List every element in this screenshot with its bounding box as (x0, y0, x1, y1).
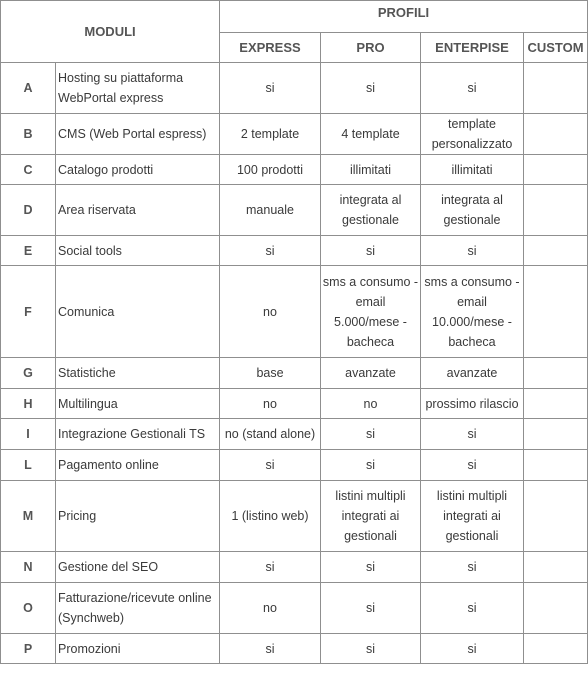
module-name: Area riservata (56, 185, 220, 236)
module-code: O (1, 583, 56, 634)
header-profili: PROFILI (220, 1, 588, 33)
module-code: N (1, 552, 56, 583)
express-value: 1 (listino web) (220, 481, 321, 552)
custom-value (524, 155, 588, 185)
module-name: Pagamento online (56, 450, 220, 481)
express-value: no (220, 389, 321, 419)
enterprise-value: prossimo rilascio (421, 389, 524, 419)
express-value: 2 template (220, 114, 321, 155)
module-code: H (1, 389, 56, 419)
enterprise-value: integrata al gestionale (421, 185, 524, 236)
module-code: A (1, 63, 56, 114)
module-name: Social tools (56, 236, 220, 266)
enterprise-value: si (421, 450, 524, 481)
module-name: Integrazione Gestionali TS (56, 419, 220, 450)
table-row (1, 481, 588, 552)
module-name: Fatturazione/ricevute online (Synchweb) (56, 583, 220, 634)
pro-value: si (321, 583, 421, 634)
table-body (1, 63, 588, 664)
pro-value: no (321, 389, 421, 419)
custom-value (524, 358, 588, 389)
module-name: Statistiche (56, 358, 220, 389)
module-code: B (1, 114, 56, 155)
express-value: no (220, 583, 321, 634)
custom-value (524, 419, 588, 450)
table-row (1, 450, 588, 481)
column-header-express: EXPRESS (220, 33, 321, 63)
custom-value (524, 185, 588, 236)
express-value: si (220, 634, 321, 664)
module-code: L (1, 450, 56, 481)
custom-value (524, 114, 588, 155)
express-value: 100 prodotti (220, 155, 321, 185)
custom-value (524, 552, 588, 583)
module-name: Gestione del SEO (56, 552, 220, 583)
pro-value: si (321, 419, 421, 450)
enterprise-value: template personalizzato (421, 114, 524, 155)
module-name: Promozioni (56, 634, 220, 664)
enterprise-value: sms a consumo - email 10.000/mese - bacheca (421, 266, 524, 358)
module-code: M (1, 481, 56, 552)
express-value: no (220, 266, 321, 358)
module-code: E (1, 236, 56, 266)
module-name: Catalogo prodotti (56, 155, 220, 185)
column-header-pro: PRO (321, 33, 421, 63)
module-name: Pricing (56, 481, 220, 552)
table-row (1, 634, 588, 664)
express-value: manuale (220, 185, 321, 236)
custom-value (524, 450, 588, 481)
table-row (1, 583, 588, 634)
custom-value (524, 583, 588, 634)
pro-value: 4 template (321, 114, 421, 155)
custom-value (524, 266, 588, 358)
enterprise-value: illimitati (421, 155, 524, 185)
pro-value: si (321, 450, 421, 481)
column-header-custom: CUSTOM (524, 33, 588, 63)
custom-value (524, 236, 588, 266)
table-row (1, 236, 588, 266)
column-header-enterprise: ENTERPISE (421, 33, 524, 63)
custom-value (524, 63, 588, 114)
pro-value: si (321, 634, 421, 664)
express-value: si (220, 552, 321, 583)
express-value: si (220, 63, 321, 114)
pro-value: integrata al gestionale (321, 185, 421, 236)
custom-value (524, 481, 588, 552)
module-code: C (1, 155, 56, 185)
module-code: F (1, 266, 56, 358)
module-code: P (1, 634, 56, 664)
enterprise-value: si (421, 419, 524, 450)
module-name: Multilingua (56, 389, 220, 419)
table-row (1, 155, 588, 185)
table-row (1, 358, 588, 389)
module-name: Comunica (56, 266, 220, 358)
table-row (1, 114, 588, 155)
express-value: si (220, 236, 321, 266)
table-row (1, 266, 588, 358)
pro-value: si (321, 552, 421, 583)
header-moduli: MODULI (1, 1, 220, 63)
custom-value (524, 389, 588, 419)
table-row (1, 552, 588, 583)
table-row (1, 185, 588, 236)
express-value: si (220, 450, 321, 481)
enterprise-value: si (421, 552, 524, 583)
enterprise-value: si (421, 63, 524, 114)
pro-value: illimitati (321, 155, 421, 185)
express-value: base (220, 358, 321, 389)
enterprise-value: si (421, 634, 524, 664)
pro-value: listini multipli integrati ai gestionali (321, 481, 421, 552)
pro-value: avanzate (321, 358, 421, 389)
module-name: Hosting su piattaforma WebPortal express (56, 63, 220, 114)
module-code: G (1, 358, 56, 389)
table-row (1, 389, 588, 419)
table-row (1, 419, 588, 450)
module-code: I (1, 419, 56, 450)
pro-value: si (321, 236, 421, 266)
enterprise-value: listini multipli integrati ai gestionali (421, 481, 524, 552)
express-value: no (stand alone) (220, 419, 321, 450)
table-row (1, 63, 588, 114)
module-code: D (1, 185, 56, 236)
module-name: CMS (Web Portal espress) (56, 114, 220, 155)
custom-value (524, 634, 588, 664)
enterprise-value: si (421, 583, 524, 634)
pro-value: sms a consumo - email 5.000/mese - bacheca (321, 266, 421, 358)
pro-value: si (321, 63, 421, 114)
enterprise-value: avanzate (421, 358, 524, 389)
enterprise-value: si (421, 236, 524, 266)
